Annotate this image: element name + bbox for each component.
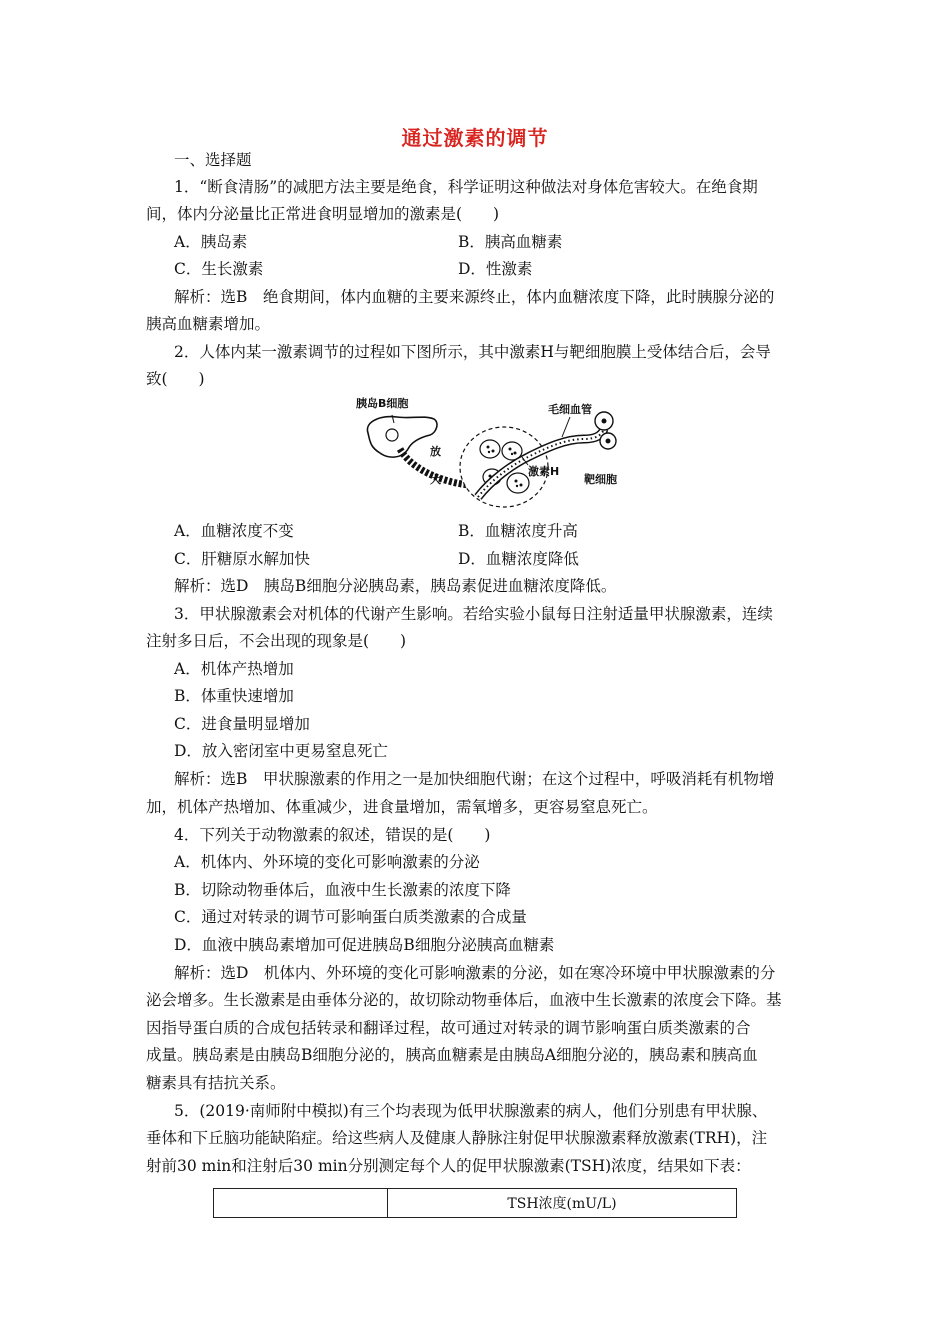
q1-option-b: B．胰高血糖素 bbox=[458, 233, 563, 251]
q5-stem-line1: 5．(2019·南师附中模拟)有三个均表现为低甲状腺激素的病人，他们分别患有甲状腺、 bbox=[174, 1102, 768, 1120]
q4-analysis-line1: 解析：选D 机体内、外环境的变化可影响激素的分泌，如在寒冷环境中甲状腺激素的分 bbox=[174, 964, 776, 982]
q4-option-a: A．机体内、外环境的变化可影响激素的分泌 bbox=[174, 853, 480, 871]
q5-stem-line2: 垂体和下丘脑功能缺陷症。给这些病人及健康人静脉注射促甲状腺激素释放激素(TRH)，注 bbox=[146, 1129, 768, 1147]
q4-option-c: C．通过对转录的调节可影响蛋白质类激素的合成量 bbox=[174, 908, 527, 926]
q1-option-c: C．生长激素 bbox=[174, 260, 264, 278]
q3-option-a: A．机体产热增加 bbox=[174, 660, 294, 678]
q3-option-c: C．进食量明显增加 bbox=[174, 715, 310, 733]
hormone-regulation-figure bbox=[352, 393, 622, 511]
tsh-table bbox=[213, 1188, 737, 1218]
q4-analysis-line2: 泌会增多。生长激素是由垂体分泌的，故切除动物垂体后，血液中生长激素的浓度会下降。基 bbox=[146, 991, 782, 1009]
label-capillary: 毛细血管 bbox=[548, 403, 592, 416]
q2-stem-line1: 2．人体内某一激素调节的过程如下图所示，其中激素H与靶细胞膜上受体结合后，会导 bbox=[174, 343, 771, 361]
q1-analysis-line1: 解析：选B 绝食期间，体内血糖的主要来源终止，体内血糖浓度下降，此时胰腺分泌的 bbox=[174, 288, 775, 306]
q1-stem-line2: 间，体内分泌量比正常进食明显增加的激素是( ) bbox=[146, 205, 500, 223]
q2-analysis: 解析：选D 胰岛B细胞分泌胰岛素，胰岛素促进血糖浓度降低。 bbox=[174, 577, 617, 595]
q3-analysis-line1: 解析：选B 甲状腺激素的作用之一是加快细胞代谢；在这个过程中，呼吸消耗有机物增 bbox=[174, 770, 775, 788]
q3-stem-line2: 注射多日后，不会出现的现象是( ) bbox=[146, 632, 407, 650]
q1-stem-line1: 1．“断食清肠”的减肥方法主要是绝食，科学证明这种做法对身体危害较大。在绝食期 bbox=[174, 178, 758, 196]
label-target-cell: 靶细胞 bbox=[584, 473, 617, 486]
q2-option-c: C．肝糖原水解加快 bbox=[174, 550, 310, 568]
q1-option-a: A．胰岛素 bbox=[174, 233, 248, 251]
figure-illustration bbox=[352, 393, 622, 511]
q3-option-b: B．体重快速增加 bbox=[174, 687, 294, 705]
label-islet-b-cell: 胰岛B细胞 bbox=[356, 397, 409, 410]
q4-option-b: B．切除动物垂体后，血液中生长激素的浓度下降 bbox=[174, 881, 511, 899]
label-magnify-da: 大 bbox=[430, 473, 441, 486]
table-header-cell-tsh: TSH浓度(mU/L) bbox=[388, 1189, 737, 1218]
q2-stem-line2: 致( ) bbox=[146, 370, 205, 388]
q4-stem: 4．下列关于动物激素的叙述，错误的是( ) bbox=[174, 826, 491, 844]
q3-analysis-line2: 加，机体产热增加、体重减少，进食量增加，需氧增多，更容易窒息死亡。 bbox=[146, 798, 658, 816]
q2-option-a: A．血糖浓度不变 bbox=[174, 522, 294, 540]
table-row bbox=[214, 1189, 737, 1218]
label-hormone-h: 激素H bbox=[528, 465, 560, 478]
table-header-cell-empty bbox=[214, 1189, 388, 1218]
q4-option-d: D．血液中胰岛素增加可促进胰岛B细胞分泌胰高血糖素 bbox=[174, 936, 555, 954]
q5-stem-line3: 射前30 min和注射后30 min分别测定每个人的促甲状腺激素(TSH)浓度，结果如下表： bbox=[146, 1157, 751, 1175]
q4-analysis-line3: 因指导蛋白质的合成包括转录和翻译过程，故可通过对转录的调节影响蛋白质类激素的合 bbox=[146, 1019, 751, 1037]
q4-analysis-line5: 糖素具有拮抗关系。 bbox=[146, 1074, 286, 1092]
section-heading: 一、选择题 bbox=[174, 151, 252, 169]
q3-option-d: D．放入密闭室中更易窒息死亡 bbox=[174, 742, 388, 760]
q4-analysis-line4: 成量。胰岛素是由胰岛B细胞分泌的，胰高血糖素是由胰岛A细胞分泌的，胰岛素和胰高血 bbox=[146, 1046, 758, 1064]
q2-option-d: D．血糖浓度降低 bbox=[458, 550, 579, 568]
label-magnify-fang: 放 bbox=[430, 445, 441, 458]
q2-option-b: B．血糖浓度升高 bbox=[458, 522, 578, 540]
page-title: 通过激素的调节 bbox=[401, 126, 549, 150]
q1-analysis-line2: 胰高血糖素增加。 bbox=[146, 315, 271, 333]
q3-stem-line1: 3．甲状腺激素会对机体的代谢产生影响。若给实验小鼠每日注射适量甲状腺激素，连续 bbox=[174, 605, 773, 623]
q1-option-d: D．性激素 bbox=[458, 260, 533, 278]
